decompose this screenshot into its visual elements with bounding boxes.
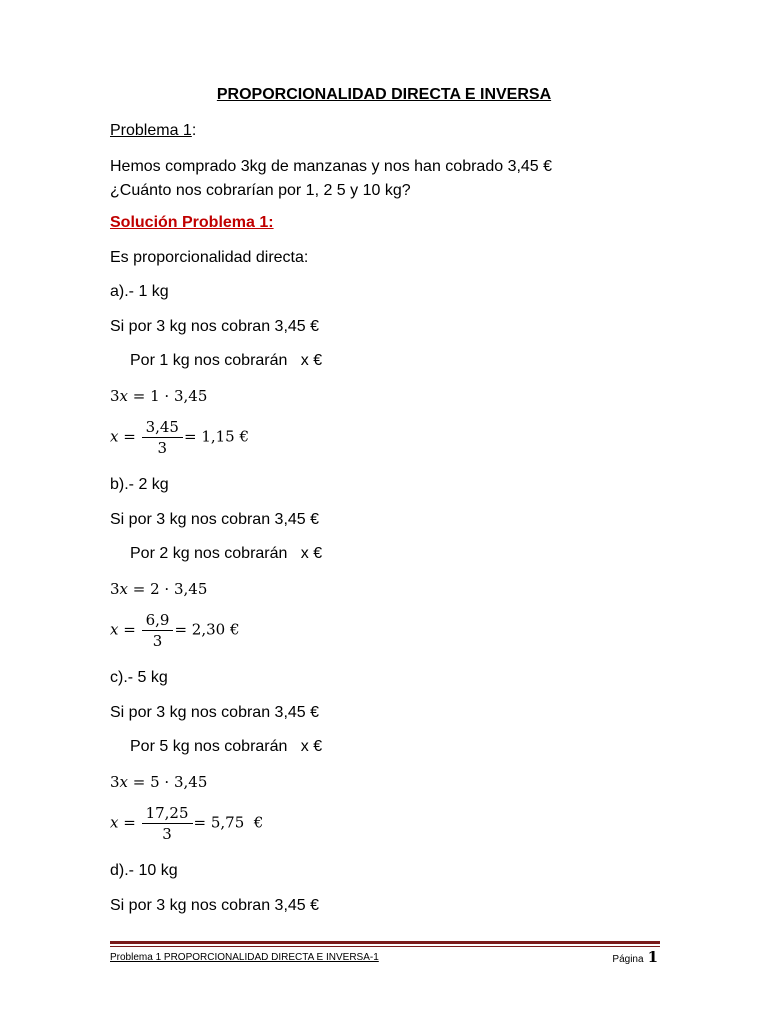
part-b-given: Si por 3 kg nos cobran 3,45 € (110, 511, 320, 528)
fraction-denominator: 3 (142, 437, 183, 457)
problem-statement (110, 155, 658, 203)
fraction-numerator: 3,45 (145, 418, 179, 436)
problem-line-2: ¿Cuánto nos cobrarían por 1, 2 5 y 10 kg? (110, 182, 411, 199)
part-b-label: b).- 2 kg (110, 476, 169, 493)
part-a-ask: Por 1 kg nos cobrarán x € (130, 352, 323, 369)
fraction (144, 418, 181, 457)
eq-coefficient: 3 (110, 773, 120, 791)
part-b-equation-2 (110, 611, 239, 650)
part-a-equation-2 (110, 418, 249, 457)
eq-rhs: = 5 · 3,45 (128, 773, 208, 791)
document-title: PROPORCIONALIDAD DIRECTA E INVERSA (216, 86, 552, 103)
eq-variable: x (119, 773, 129, 791)
footer-rule-thick (110, 941, 660, 944)
part-c-label: c).- 5 kg (110, 669, 168, 686)
footer-page-number: 1 (647, 948, 658, 966)
eq-result: = 5,75 € (193, 813, 264, 832)
part-d-label: d).- 10 kg (110, 862, 178, 879)
eq-rhs: = 2 · 3,45 (128, 580, 208, 598)
part-d-given: Si por 3 kg nos cobran 3,45 € (110, 897, 320, 914)
fraction-denominator: 3 (142, 630, 174, 650)
eq-variable: x (110, 620, 119, 639)
solution-intro: Es proporcionalidad directa: (110, 249, 309, 266)
eq-result: = 2,30 € (174, 620, 240, 639)
footer-document-name: Problema 1 PROPORCIONALIDAD DIRECTA E INVERSA-1 (110, 952, 379, 963)
fraction-numerator: 17,25 (145, 804, 189, 822)
eq-equals: = (118, 427, 141, 446)
eq-coefficient: 3 (110, 387, 120, 405)
part-c-equation-2 (110, 804, 263, 843)
part-a-label: a).- 1 kg (110, 283, 169, 300)
fraction-numerator: 6,9 (145, 611, 170, 629)
problem-heading-text: Problema 1 (110, 122, 192, 139)
part-b-ask: Por 2 kg nos cobrarán x € (130, 545, 323, 562)
footer-rule-thin (110, 946, 660, 947)
footer-page-indicator (612, 948, 658, 966)
eq-result: = 1,15 € (183, 427, 250, 446)
fraction (144, 804, 191, 843)
eq-variable: x (110, 427, 119, 446)
eq-variable: x (119, 580, 129, 598)
eq-equals: = (118, 620, 141, 639)
eq-coefficient: 3 (110, 580, 120, 598)
eq-variable: x (110, 813, 119, 832)
part-a-equation-1 (110, 387, 207, 405)
fraction (144, 611, 172, 650)
eq-equals: = (118, 813, 141, 832)
eq-rhs: = 1 · 3,45 (128, 387, 208, 405)
solution-heading: Solución Problema 1: (110, 214, 274, 231)
part-b-equation-1 (110, 580, 207, 598)
problem-heading (110, 122, 196, 140)
fraction-denominator: 3 (142, 823, 193, 843)
eq-variable: x (119, 387, 129, 405)
part-c-given: Si por 3 kg nos cobran 3,45 € (110, 704, 320, 721)
part-a-given: Si por 3 kg nos cobran 3,45 € (110, 318, 320, 335)
problem-heading-colon: : (191, 122, 197, 139)
problem-line-1: Hemos comprado 3kg de manzanas y nos han cobrado 3,45 € (110, 158, 553, 175)
footer-page-label: Página (612, 954, 644, 965)
part-c-equation-1 (110, 773, 207, 791)
part-c-ask: Por 5 kg nos cobrarán x € (130, 738, 323, 755)
